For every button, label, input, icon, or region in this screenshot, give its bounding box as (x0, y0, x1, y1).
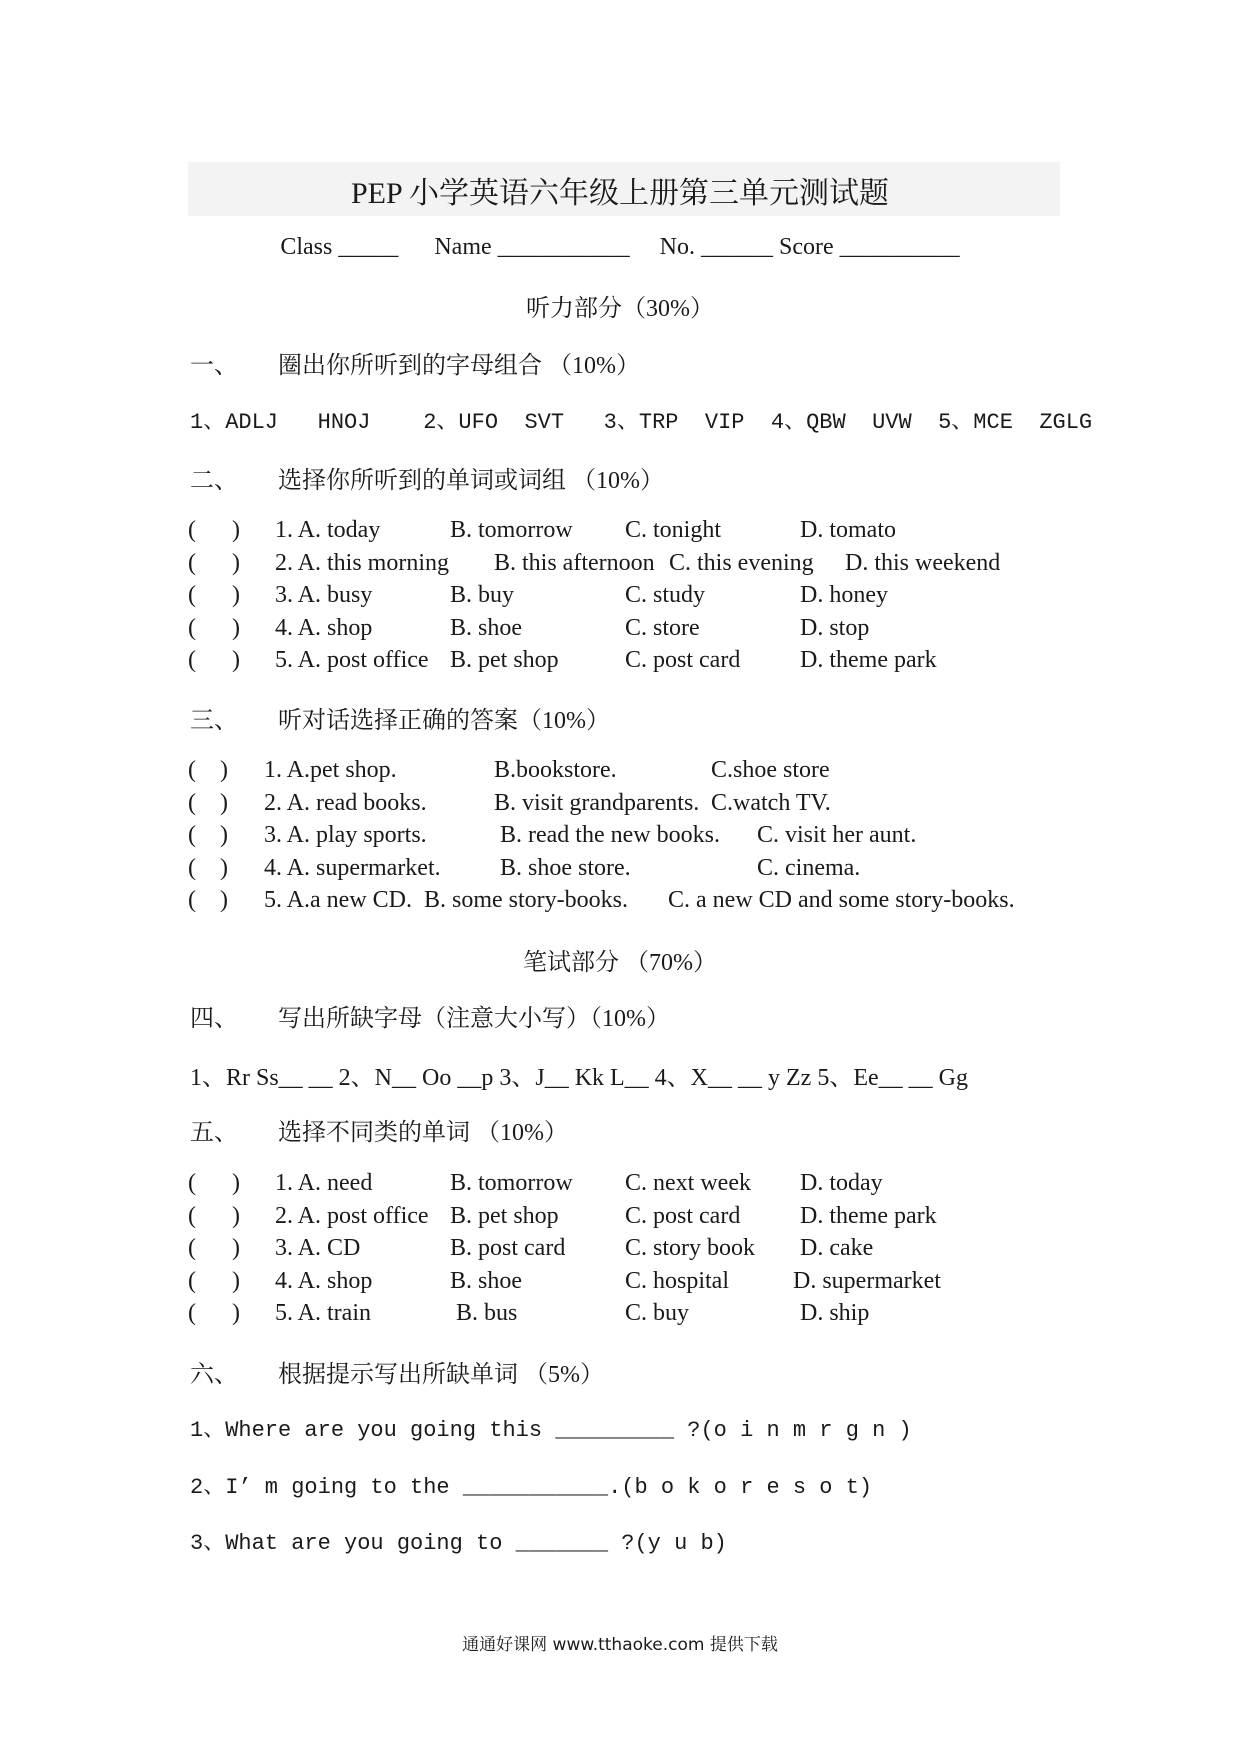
section-instruction: 选择你所听到的单词或词组 （10%） (278, 468, 664, 494)
option-c: C. this evening (669, 549, 814, 576)
option-b: B. bus (456, 1300, 518, 1326)
answer-blank: ( ) (188, 822, 228, 848)
option-b: B. pet shop (450, 647, 559, 673)
option-b: B. tomorrow (450, 1170, 573, 1196)
option-b: B. pet shop (450, 1202, 559, 1229)
fill-word-line-1: 1、Where are you going this _________ ?(o i n m r g n ) (190, 1418, 912, 1443)
option-b: B. post card (450, 1235, 566, 1261)
option-c: C. a new CD and some story-books. (668, 887, 1015, 913)
answer-blank: ( ) (188, 887, 228, 913)
option-n: 2. A. read books. (264, 789, 427, 816)
section-5-heading (190, 1112, 568, 1147)
option-n: 4. A. supermarket. (264, 854, 441, 881)
section-number: 二、 (190, 468, 238, 494)
answer-blank: ( ) (188, 1267, 240, 1294)
option-c: C. post card (625, 647, 741, 673)
option-d: D. stop (800, 614, 870, 641)
section-1-heading (190, 345, 640, 380)
option-d: D. today (800, 1170, 883, 1196)
section-4-heading (190, 998, 670, 1033)
section-instruction: 选择不同类的单词 （10%） (278, 1120, 568, 1146)
option-c: C. visit her aunt. (757, 822, 917, 848)
listening-part-title: 听力部分（30%） (526, 296, 714, 322)
option-n: 5. A. post office (275, 647, 429, 673)
section-3-heading (190, 700, 610, 735)
option-n: 4. A. shop (275, 1267, 373, 1294)
option-b: B.bookstore. (494, 757, 617, 783)
fill-word-line-3: 3、What are you going to _______ ?(y u b) (190, 1531, 727, 1556)
option-d: D. this weekend (845, 549, 1001, 576)
section-number: 一、 (190, 353, 238, 379)
option-c: C. post card (625, 1202, 741, 1229)
student-info-line: Class _____ Name ___________ No. ______ Score __________ (280, 234, 960, 260)
option-c: C. store (625, 614, 700, 641)
section-instruction: 听对话选择正确的答案（10%） (278, 708, 610, 734)
footer-source: 通通好课网 www.tthaoke.com 提供下载 (462, 1635, 778, 1655)
option-b: B. visit grandparents. (494, 789, 700, 816)
option-b: B. shoe (450, 1267, 522, 1294)
section-number: 六、 (190, 1362, 238, 1388)
fill-word-line-2: 2、I’ m going to the ___________.(b o k o r e s o t) (190, 1475, 873, 1500)
letter-groups-line: 1、ADLJ HNOJ 2、UFO SVT 3、TRP VIP 4、QBW UVW 5、MCE ZGLG (190, 410, 1093, 435)
option-n: 5. A. train (275, 1300, 371, 1326)
section-instruction: 圈出你所听到的字母组合 （10%） (278, 353, 640, 379)
option-n: 1. A. need (275, 1170, 373, 1196)
option-n: 5. A.a new CD. (264, 887, 412, 913)
section-2-heading (190, 460, 664, 495)
option-d: D. theme park (800, 647, 937, 673)
option-b: B. tomorrow (450, 517, 573, 543)
answer-blank: ( ) (188, 1202, 240, 1229)
option-c: C. buy (625, 1300, 690, 1326)
option-n: 2. A. post office (275, 1202, 429, 1229)
answer-blank: ( ) (188, 789, 228, 816)
answer-blank: ( ) (188, 1235, 240, 1261)
option-d: D. honey (800, 582, 888, 608)
answer-blank: ( ) (188, 1300, 240, 1326)
option-n: 3. A. CD (275, 1235, 361, 1261)
option-n: 1. A.pet shop. (264, 757, 397, 783)
option-n: 3. A. busy (275, 582, 373, 608)
section-instruction: 根据提示写出所缺单词 （5%） (278, 1362, 604, 1388)
section-instruction: 写出所缺字母（注意大小写）（10%） (278, 1006, 670, 1032)
option-c: C. tonight (625, 517, 722, 543)
section-number: 四、 (190, 1006, 238, 1032)
option-c: C.shoe store (711, 757, 830, 783)
option-c: C. study (625, 582, 706, 608)
option-n: 4. A. shop (275, 614, 373, 641)
option-b: B. this afternoon (494, 549, 655, 576)
answer-blank: ( ) (188, 517, 240, 543)
section-number: 三、 (190, 708, 238, 734)
option-c: C. story book (625, 1235, 756, 1261)
section-number: 五、 (190, 1120, 238, 1146)
option-n: 2. A. this morning (275, 549, 450, 576)
option-b: B. buy (450, 582, 515, 608)
option-n: 3. A. play sports. (264, 822, 427, 848)
option-d: D. tomato (800, 517, 896, 543)
answer-blank: ( ) (188, 582, 240, 608)
answer-blank: ( ) (188, 549, 240, 576)
answer-blank: ( ) (188, 647, 240, 673)
option-b: B. read the new books. (500, 822, 720, 848)
option-d: D. theme park (800, 1202, 937, 1229)
missing-letters-line: 1、Rr Ss__ __ 2、N__ Oo __p 3、J__ Kk L__ 4、X__ __ y Zz 5、Ee__ __ Gg (190, 1065, 968, 1091)
option-c: C. next week (625, 1170, 751, 1196)
option-d: D. supermarket (793, 1267, 941, 1294)
option-b: B. some story-books. (424, 887, 628, 913)
option-c: C.watch TV. (711, 789, 831, 816)
option-c: C. cinema. (757, 854, 861, 881)
answer-blank: ( ) (188, 614, 240, 641)
option-b: B. shoe store. (500, 854, 631, 881)
writing-part-title: 笔试部分 （70%） (523, 950, 717, 976)
section-6-heading (190, 1354, 604, 1389)
option-c: C. hospital (625, 1267, 730, 1294)
option-n: 1. A. today (275, 517, 381, 543)
answer-blank: ( ) (188, 854, 228, 881)
option-d: D. ship (800, 1300, 870, 1326)
page-title: PEP 小学英语六年级上册第三单元测试题 (350, 177, 890, 210)
option-d: D. cake (800, 1235, 874, 1261)
answer-blank: ( ) (188, 1170, 240, 1196)
option-b: B. shoe (450, 614, 522, 641)
answer-blank: ( ) (188, 757, 228, 783)
